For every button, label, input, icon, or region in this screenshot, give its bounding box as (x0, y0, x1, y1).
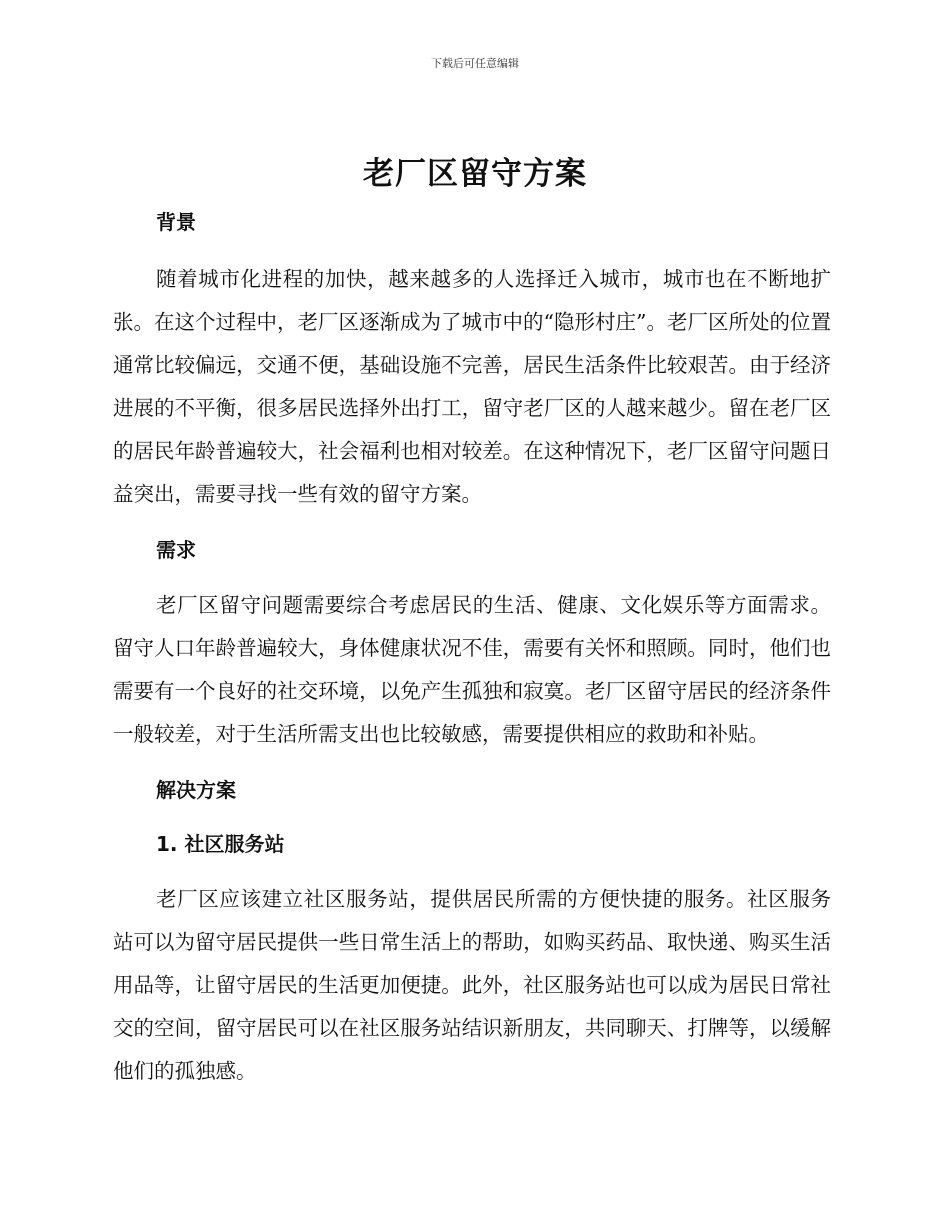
subsection-paragraph-community-service-station: 老厂区应该建立社区服务站，提供居民所需的方便快捷的服务。社区服务站可以为留守居民提供一些日常生活上的帮助，如购买药品、取快递、购买生活用品等，让留守居民的生活更加便捷。此外，社区服务站也可以成为居民日常社交的空间，留守居民可以在社区服务站结识新朋友，共同聊天、打牌等，以缓解他们的孤独感。 (113, 887, 831, 1083)
subsection-heading-community-service-station: 1. 社区服务站 (156, 832, 285, 856)
section-heading-solutions: 解决方案 (156, 778, 236, 802)
document-body (113, 200, 831, 1093)
section-paragraph-requirements: 老厂区留守问题需要综合考虑居民的生活、健康、文化娱乐等方面需求。留守人口年龄普遍较大，身体健康状况不佳，需要有关怀和照顾。同时，他们也需要有一个良好的社交环境，以免产生孤独和寂寞。老厂区留守居民的经济条件一般较差，对于生活所需支出也比较敏感，需要提供相应的救助和补贴。 (113, 593, 831, 746)
section-heading-requirements: 需求 (156, 538, 196, 562)
section-paragraph-background: 随着城市化进程的加快，越来越多的人选择迁入城市，城市也在不断地扩张。在这个过程中，老厂区逐渐成为了城市中的“隐形村庄”。老厂区所处的位置通常比较偏远，交通不便，基础设施不完善，居民生活条件比较艰苦。由于经济进展的不平衡，很多居民选择外出打工，留守老厂区的人越来越少。留在老厂区的居民年龄普遍较大，社会福利也相对较差。在这种情况下，老厂区留守问题日益突出，需要寻找一些有效的留守方案。 (113, 267, 831, 506)
section-heading-background: 背景 (156, 210, 196, 234)
header-note: 下载后可任意编辑 (431, 57, 519, 70)
document-title: 老厂区留守方案 (363, 156, 587, 192)
